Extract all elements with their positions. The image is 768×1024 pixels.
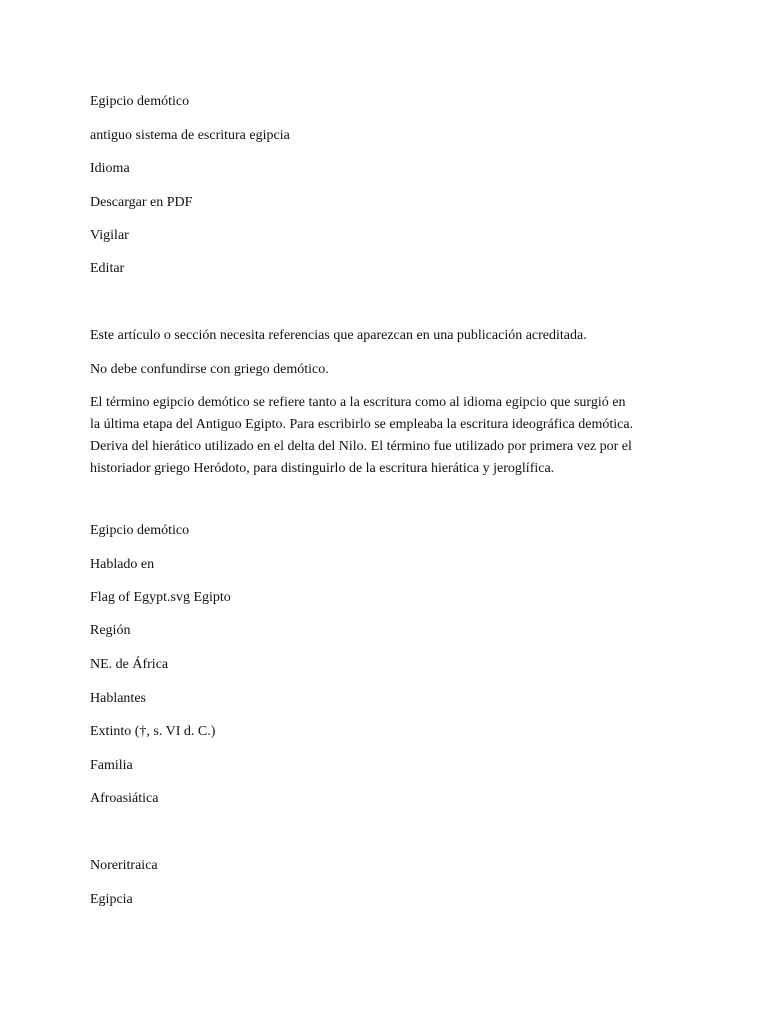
region-value: NE. de África — [90, 657, 169, 672]
family-value-afroasiatic: Afroasiática — [90, 791, 159, 806]
page-title: Egipcio demótico — [90, 94, 190, 109]
intro-line: Deriva del hierático utilizado en el delta del Nilo. El término fue utilizado por primera vez por el — [90, 439, 632, 454]
disambiguation-notice: No debe confundirse con griego demótico. — [90, 362, 329, 377]
spoken-in-value: Flag of Egypt.svg Egipto — [90, 590, 231, 605]
family-label: Familia — [90, 758, 133, 773]
edit-link[interactable]: Editar — [90, 261, 125, 276]
region-label: Región — [90, 623, 131, 638]
page-subtitle: antiguo sistema de escritura egipcia — [90, 128, 290, 143]
watch-link[interactable]: Vigilar — [90, 228, 129, 243]
intro-line: El término egipcio demótico se refiere tanto a la escritura como al idioma egipcio que surgió en — [90, 395, 626, 410]
language-link[interactable]: Idioma — [90, 161, 130, 176]
family-value-noreritraica: Noreritraica — [90, 858, 158, 873]
infobox-title: Egipcio demótico — [90, 523, 190, 538]
spoken-in-label: Hablado en — [90, 557, 155, 572]
references-notice: Este artículo o sección necesita referencias que aparezcan en una publicación acreditada. — [90, 328, 587, 343]
family-value-egipcia: Egipcia — [90, 892, 133, 907]
intro-paragraph — [90, 392, 690, 480]
intro-line: historiador griego Heródoto, para distinguirlo de la escritura hierática y jeroglífica. — [90, 461, 555, 476]
speakers-value: Extinto (†, s. VI d. C.) — [90, 724, 216, 739]
download-pdf-link[interactable]: Descargar en PDF — [90, 195, 193, 210]
speakers-label: Hablantes — [90, 691, 146, 706]
intro-line: la última etapa del Antiguo Egipto. Para escribirlo se empleaba la escritura ideográfica demótica. — [90, 417, 634, 432]
